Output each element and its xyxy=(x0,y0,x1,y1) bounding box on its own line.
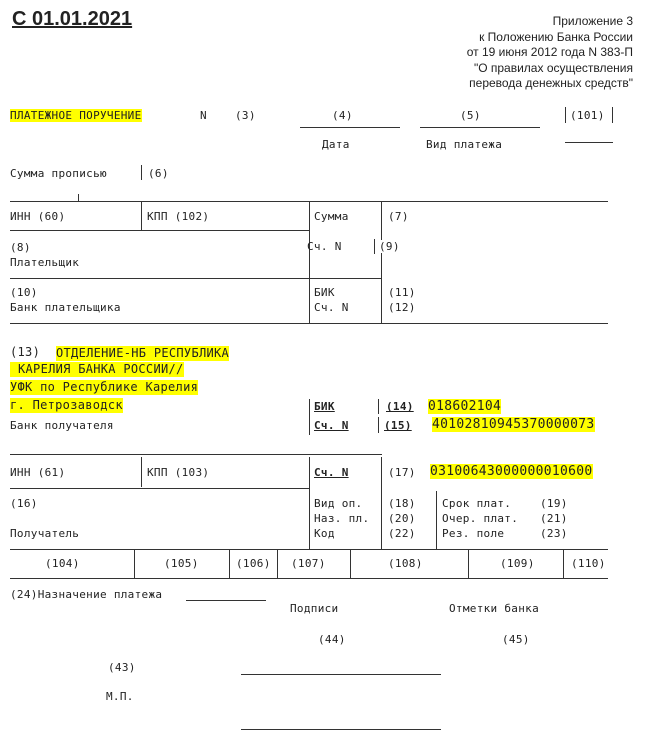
payer-bank-label: Банк плательщика xyxy=(10,301,121,314)
field-22: (22) xyxy=(388,527,416,540)
box-101-right xyxy=(612,107,613,123)
sep xyxy=(309,457,310,549)
due-date-label: Срок плат. xyxy=(442,497,512,510)
signature-line xyxy=(241,674,441,675)
recipient-bank-line: УФК по Республике Карелия xyxy=(10,380,199,394)
bik-label-bold: БИК xyxy=(314,400,335,413)
field-10: (10) xyxy=(10,286,38,299)
field-19: (19) xyxy=(540,497,568,510)
field-13: (13) xyxy=(10,345,41,359)
field-8: (8) xyxy=(10,241,31,254)
pay-purpose-label: Наз. пл. xyxy=(314,512,370,525)
field-43: (43) xyxy=(108,661,136,674)
sep xyxy=(309,399,310,435)
acc-n-bold-2: Сч. N xyxy=(314,466,349,479)
bik-label: БИК xyxy=(314,286,335,299)
bank-marks-label: Отметки банка xyxy=(449,602,539,615)
tax-field: (104) xyxy=(45,557,80,570)
tick xyxy=(78,194,79,201)
res-field-label: Рез. поле xyxy=(442,527,505,540)
sep xyxy=(350,549,351,578)
kpp103-label: КПП (103) xyxy=(147,466,210,479)
field-4: (4) xyxy=(332,109,353,122)
payer-label: Плательщик xyxy=(10,256,80,269)
field-44: (44) xyxy=(318,633,346,646)
sep xyxy=(378,399,379,414)
field-45: (45) xyxy=(502,633,530,646)
kpp102-label: КПП (102) xyxy=(147,210,210,223)
inn60-label: ИНН (60) xyxy=(10,210,66,223)
acc-n-bold: Сч. N xyxy=(314,419,349,432)
date-title: С 01.01.2021 xyxy=(12,8,133,30)
acc-n-label-2: Сч. N xyxy=(314,301,349,314)
purpose-label: (24)Назначение платежа xyxy=(10,588,163,601)
sep xyxy=(141,457,142,487)
recipient-bank-line: г. Петрозаводск xyxy=(10,398,123,412)
queue-label: Очер. плат. xyxy=(442,512,519,525)
row-line xyxy=(10,549,608,550)
date-line xyxy=(300,127,400,128)
title-n: N xyxy=(200,109,207,122)
sep xyxy=(468,549,469,578)
field-16: (16) xyxy=(10,497,38,510)
sep xyxy=(141,201,142,230)
purpose-underline xyxy=(186,600,266,601)
stamp-label: М.П. xyxy=(106,690,134,703)
code-label: Код xyxy=(314,527,335,540)
field-11: (11) xyxy=(388,286,416,299)
field-23: (23) xyxy=(540,527,568,540)
type-line xyxy=(420,127,540,128)
field-3: (3) xyxy=(235,109,256,122)
row-line xyxy=(10,488,310,489)
appendix-line: от 19 июня 2012 года N 383-П xyxy=(466,45,633,59)
sep xyxy=(141,165,142,180)
field-9: (9) xyxy=(379,240,400,253)
row-line xyxy=(10,230,310,231)
row-line xyxy=(10,278,382,279)
inn61-label: ИНН (61) xyxy=(10,466,66,479)
sep xyxy=(381,201,382,323)
appendix-line: Приложение 3 xyxy=(552,14,633,28)
bik-value: 018602104 xyxy=(428,399,502,414)
appendix-block xyxy=(467,14,633,92)
op-type-label: Вид оп. xyxy=(314,497,363,510)
field-17: (17) xyxy=(388,466,416,479)
appendix-line: перевода денежных средств" xyxy=(469,76,633,90)
appendix-line: к Положению Банка России xyxy=(479,29,633,44)
field-18: (18) xyxy=(388,497,416,510)
recipient-account: 03100643000000010600 xyxy=(430,464,593,479)
amount-words-label: Сумма прописью xyxy=(10,167,107,180)
sep xyxy=(277,549,278,578)
field-101: (101) xyxy=(570,109,605,122)
sep xyxy=(309,201,310,323)
form-title: ПЛАТЕЖНОЕ ПОРУЧЕНИЕ xyxy=(10,109,142,122)
sep xyxy=(436,491,437,549)
tax-field: (109) xyxy=(500,557,535,570)
tax-field: (110) xyxy=(571,557,606,570)
field-21: (21) xyxy=(540,512,568,525)
field-7: (7) xyxy=(388,210,409,223)
sep xyxy=(229,549,230,578)
row-line xyxy=(10,578,608,579)
payment-type-label: Вид платежа xyxy=(426,138,503,151)
recipient-bank-line: ОТДЕЛЕНИЕ-НБ РЕСПУБЛИКА xyxy=(56,346,230,360)
field-20: (20) xyxy=(388,512,416,525)
box-101-left xyxy=(565,107,566,123)
recipient-label: Получатель xyxy=(10,527,80,540)
date-label: Дата xyxy=(322,138,350,151)
tax-field: (107) xyxy=(291,557,326,570)
field-12: (12) xyxy=(388,301,416,314)
corr-account: 40102810945370000073 xyxy=(432,417,595,432)
tax-field: (105) xyxy=(164,557,199,570)
sep xyxy=(134,549,135,578)
tax-field: (108) xyxy=(388,557,423,570)
tax-field: (106) xyxy=(236,557,271,570)
appendix-line: "О правилах осуществления xyxy=(473,60,633,75)
field-6: (6) xyxy=(148,167,169,180)
field-14: (14) xyxy=(386,400,414,413)
field-5: (5) xyxy=(460,109,481,122)
sep xyxy=(563,549,564,578)
signatures-label: Подписи xyxy=(290,602,339,615)
box-101-bottom xyxy=(565,142,613,143)
sum-label: Сумма xyxy=(314,210,349,223)
sep xyxy=(378,417,379,433)
signature-line xyxy=(241,729,441,730)
acc-n-label: Сч. N xyxy=(307,240,342,253)
sep xyxy=(374,239,375,254)
recipient-bank-line: КАРЕЛИЯ БАНКА РОССИИ// xyxy=(10,362,184,377)
sep xyxy=(381,457,382,549)
row-line xyxy=(10,454,382,455)
row-line xyxy=(10,323,608,324)
recipient-bank-label: Банк получателя xyxy=(10,419,114,432)
field-15: (15) xyxy=(384,419,412,432)
